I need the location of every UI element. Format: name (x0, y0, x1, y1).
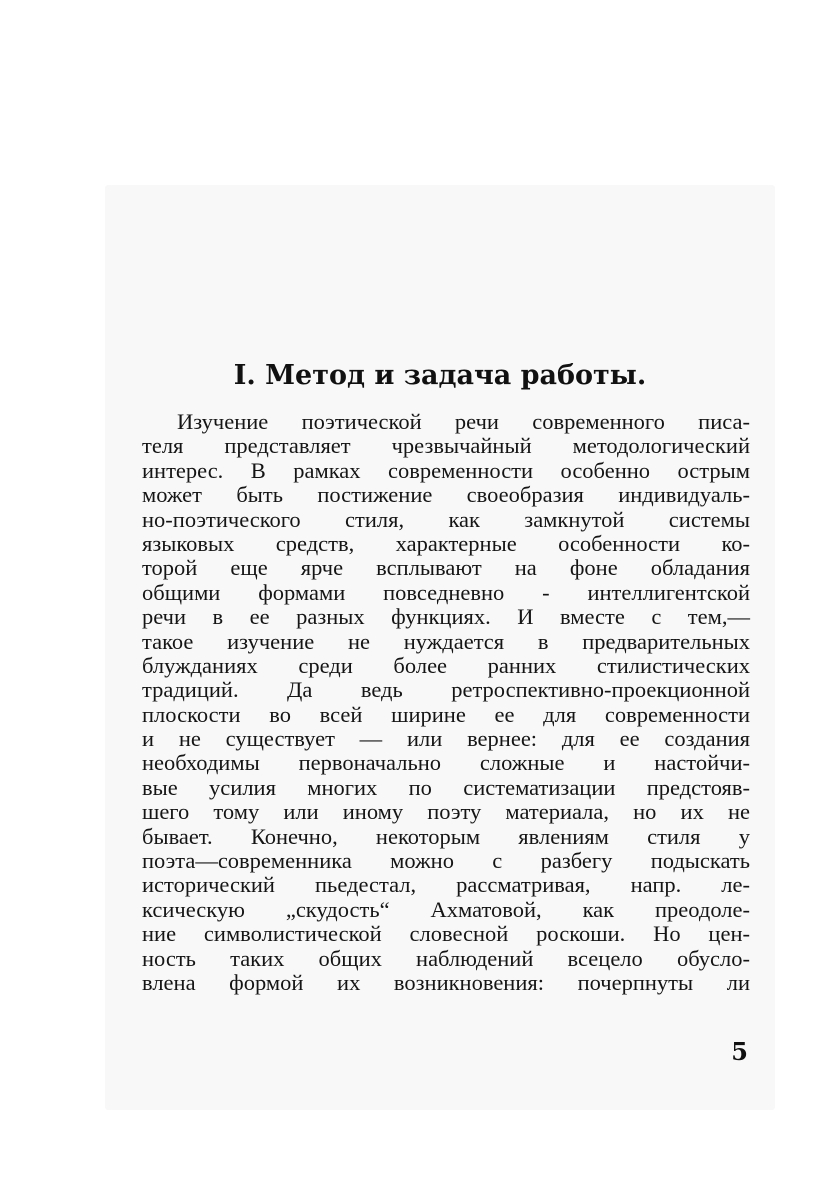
text-line: и не существует — или вернее: для ее создания (142, 726, 750, 752)
text-line: влена формой их возникновения: почерпнуты ли (142, 969, 750, 995)
text-line: торой еще ярче всплывают на фоне обладания (142, 555, 750, 581)
text-line: языковых средств, характерные особенности ко- (142, 530, 750, 556)
text-line: может быть постижение своеобразия индивидуаль- (142, 482, 750, 508)
text-line: речи в ее разных функциях. И вместе с тем,— (142, 604, 750, 630)
text-line: интерес. В рамках современности особенно острым (142, 457, 750, 483)
text-line: теля представляет чрезвычайный методологический (142, 433, 750, 459)
text-line: вые усилия многих по систематизации предстояв- (142, 774, 750, 800)
text-line: ксическую „скудость“ Ахматовой, как преодоле- (142, 896, 750, 922)
section-heading: I. Метод и задача работы. (233, 360, 647, 391)
text-line: но-поэтического стиля, как замкнутой системы (142, 506, 750, 532)
text-line: такое изучение не нуждается в предварительных (142, 628, 750, 654)
text-line: общими формами повседневно - интеллигентской (142, 579, 750, 605)
text-line: ние символистической словесной роскоши. Но цен- (142, 921, 750, 947)
text-line: шего тому или иному поэту материала, но их не (142, 799, 750, 825)
text-line: поэта—современника можно с разбегу подыскать (142, 848, 750, 874)
page-number: 5 (731, 1037, 748, 1066)
text-line: плоскости во всей ширине ее для современности (142, 701, 750, 727)
text-line: бывает. Конечно, некоторым явлениям стиля у (142, 823, 750, 849)
text-line: ность таких общих наблюдений всецело обусло- (142, 945, 750, 971)
text-line: Изучение поэтической речи современного писа- (177, 409, 750, 434)
text-line: необходимы первоначально сложные и настойчи- (142, 750, 750, 776)
text-line: исторический пьедестал, рассматривая, напр. ле- (142, 872, 750, 898)
text-line: традиций. Да ведь ретроспективно-проекционной (142, 677, 750, 703)
body-text (142, 410, 750, 995)
text-line: блужданиях среди более ранних стилистических (142, 652, 750, 678)
